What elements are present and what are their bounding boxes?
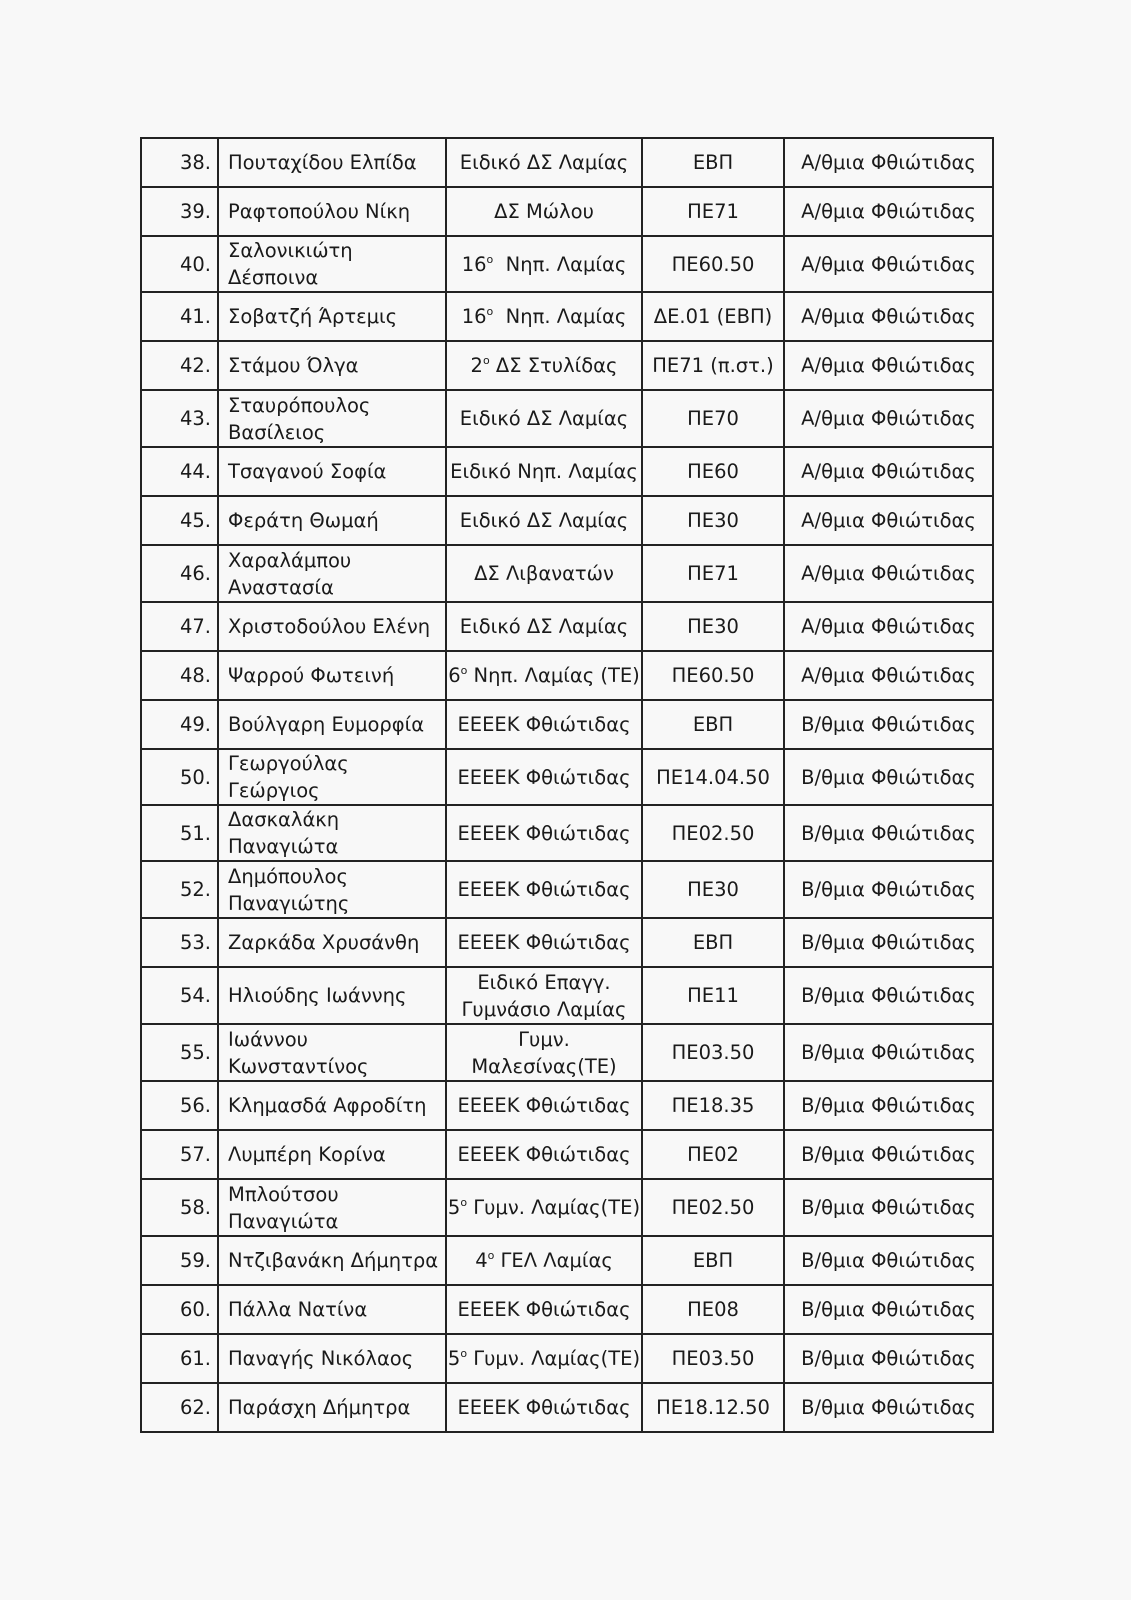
person-name: Ζαρκάδα Χρυσάνθη [218, 918, 446, 967]
school-name-text: 4 [475, 1249, 488, 1272]
school-name [446, 918, 642, 967]
row-number: 42. [141, 341, 218, 390]
school-name [446, 1383, 642, 1432]
directorate: Α/θμια Φθιώτιδας [784, 236, 993, 292]
school-name [446, 861, 642, 918]
row-number: 53. [141, 918, 218, 967]
directorate: Β/θμια Φθιώτιδας [784, 1024, 993, 1081]
specialty-code: ΠΕ30 [642, 861, 784, 918]
school-name [446, 602, 642, 651]
table-row [141, 861, 993, 918]
school-name-rest: Νηπ. Λαμίας [493, 252, 627, 276]
ordinal-superscript: ο [486, 305, 494, 318]
row-number: 45. [141, 496, 218, 545]
row-number: 39. [141, 187, 218, 236]
directorate: Α/θμια Φθιώτιδας [784, 545, 993, 602]
specialty-code: ΠΕ03.50 [642, 1024, 784, 1081]
table-row [141, 967, 993, 1024]
table-row [141, 496, 993, 545]
specialty-code: ΔΕ.01 (ΕΒΠ) [642, 292, 784, 341]
school-name [446, 967, 642, 1024]
ordinal-superscript: ο [482, 354, 490, 367]
ordinal-superscript: ο [486, 252, 494, 266]
row-number: 54. [141, 967, 218, 1024]
school-name-rest: ΔΣ Στυλίδας [489, 354, 618, 377]
staff-table [140, 137, 994, 1433]
person-name: Ψαρρού Φωτεινή [218, 651, 446, 700]
school-name-text: 2 [470, 354, 483, 377]
school-name [446, 1081, 642, 1130]
school-name-text: 5 [447, 1196, 461, 1219]
table-row [141, 1383, 993, 1432]
directorate: Α/θμια Φθιώτιδας [784, 187, 993, 236]
directorate: Β/θμια Φθιώτιδας [784, 1285, 993, 1334]
row-number: 59. [141, 1236, 218, 1285]
person-name: Στάμου Όλγα [218, 341, 446, 390]
school-name-text: ΕΕΕΕΚ Φθιώτιδας [457, 713, 631, 736]
person-name: Ραφτοπούλου Νίκη [218, 187, 446, 236]
directorate: Α/θμια Φθιώτιδας [784, 138, 993, 187]
specialty-code: ΠΕ08 [642, 1285, 784, 1334]
directorate: Β/θμια Φθιώτιδας [784, 805, 993, 861]
person-name: Σταυρόπουλος Βασίλειος [218, 390, 446, 447]
row-number: 48. [141, 651, 218, 700]
person-name: Ιωάννου Κωνσταντίνος [218, 1024, 446, 1081]
table-row [141, 1236, 993, 1285]
person-name: Δημόπουλος Παναγιώτης [218, 861, 446, 918]
table-row [141, 545, 993, 602]
school-name [446, 292, 642, 341]
directorate: Α/θμια Φθιώτιδας [784, 341, 993, 390]
specialty-code: ΕΒΠ [642, 918, 784, 967]
directorate: Α/θμια Φθιώτιδας [784, 602, 993, 651]
ordinal-superscript: ο [460, 1347, 468, 1360]
table-row [141, 1179, 993, 1236]
person-name: Λυμπέρη Κορίνα [218, 1130, 446, 1179]
specialty-code: ΕΒΠ [642, 1236, 784, 1285]
specialty-code: ΠΕ71 (π.στ.) [642, 341, 784, 390]
table-row [141, 447, 993, 496]
person-name: Ηλιούδης Ιωάννης [218, 967, 446, 1024]
school-name [446, 651, 642, 700]
school-name [446, 545, 642, 602]
specialty-code: ΠΕ18.35 [642, 1081, 784, 1130]
table-row [141, 236, 993, 292]
directorate: Α/θμια Φθιώτιδας [784, 651, 993, 700]
row-number: 44. [141, 447, 218, 496]
person-name: Σαλονικιώτη Δέσποινα [218, 236, 446, 292]
table-row [141, 749, 993, 805]
directorate: Α/θμια Φθιώτιδας [784, 292, 993, 341]
person-name: Χριστοδούλου Ελένη [218, 602, 446, 651]
row-number: 56. [141, 1081, 218, 1130]
directorate: Β/θμια Φθιώτιδας [784, 1081, 993, 1130]
person-name: Φεράτη Θωμαή [218, 496, 446, 545]
person-name: Δασκαλάκη Παναγιώτα [218, 805, 446, 861]
table-row [141, 1334, 993, 1383]
row-number: 49. [141, 700, 218, 749]
specialty-code: ΠΕ60.50 [642, 651, 784, 700]
school-name-text: Ειδικό ΔΣ Λαμίας [459, 407, 629, 430]
directorate: Β/θμια Φθιώτιδας [784, 1236, 993, 1285]
table-row [141, 390, 993, 447]
ordinal-superscript: ο [460, 1196, 468, 1209]
ordinal-superscript: ο [487, 1249, 495, 1262]
school-name-rest: Γυμν. Λαμίας(ΤΕ) [467, 1347, 641, 1370]
school-name-text: ΕΕΕΕΚ Φθιώτιδας [457, 1143, 631, 1166]
school-name-text: Ειδικό Επαγγ. Γυμνάσιο Λαμίας [461, 970, 627, 1021]
specialty-code: ΠΕ11 [642, 967, 784, 1024]
directorate: Β/θμια Φθιώτιδας [784, 1334, 993, 1383]
person-name: Μπλούτσου Παναγιώτα [218, 1179, 446, 1236]
directorate: Β/θμια Φθιώτιδας [784, 967, 993, 1024]
person-name: Πάλλα Νατίνα [218, 1285, 446, 1334]
specialty-code: ΠΕ02 [642, 1130, 784, 1179]
school-name-rest: ΓΕΛ Λαμίας [494, 1249, 613, 1272]
school-name [446, 1285, 642, 1334]
school-name-text: 6 [448, 664, 461, 687]
row-number: 50. [141, 749, 218, 805]
directorate: Α/θμια Φθιώτιδας [784, 447, 993, 496]
school-name-text: ΕΕΕΕΚ Φθιώτιδας [457, 821, 631, 845]
row-number: 57. [141, 1130, 218, 1179]
table-row [141, 1081, 993, 1130]
person-name: Ντζιβανάκη Δήμητρα [218, 1236, 446, 1285]
specialty-code: ΠΕ03.50 [642, 1334, 784, 1383]
specialty-code: ΕΒΠ [642, 700, 784, 749]
school-name-text: ΕΕΕΕΚ Φθιώτιδας [457, 878, 631, 901]
table-row [141, 292, 993, 341]
person-name: Τσαγανού Σοφία [218, 447, 446, 496]
school-name [446, 447, 642, 496]
row-number: 43. [141, 390, 218, 447]
person-name: Χαραλάμπου Αναστασία [218, 545, 446, 602]
specialty-code: ΕΒΠ [642, 138, 784, 187]
row-number: 61. [141, 1334, 218, 1383]
directorate: Α/θμια Φθιώτιδας [784, 390, 993, 447]
directorate: Β/θμια Φθιώτιδας [784, 749, 993, 805]
school-name [446, 805, 642, 861]
table-row [141, 1024, 993, 1081]
school-name-text: 16 [461, 252, 487, 276]
specialty-code: ΠΕ60 [642, 447, 784, 496]
person-name: Σοβατζή Άρτεμις [218, 292, 446, 341]
school-name-text: ΔΣ Μώλου [494, 200, 594, 223]
specialty-code: ΠΕ70 [642, 390, 784, 447]
school-name [446, 1334, 642, 1383]
row-number: 40. [141, 236, 218, 292]
person-name: Κλημασδά Αφροδίτη [218, 1081, 446, 1130]
school-name-text: ΕΕΕΕΚ Φθιώτιδας [457, 1094, 631, 1117]
table-row [141, 1130, 993, 1179]
staff-table-body [141, 138, 993, 1432]
school-name [446, 1024, 642, 1081]
table-row [141, 918, 993, 967]
directorate: Β/θμια Φθιώτιδας [784, 700, 993, 749]
table-row [141, 805, 993, 861]
school-name-text: 16 [461, 305, 487, 328]
row-number: 38. [141, 138, 218, 187]
school-name [446, 749, 642, 805]
school-name-text: ΕΕΕΕΚ Φθιώτιδας [457, 931, 631, 954]
directorate: Α/θμια Φθιώτιδας [784, 496, 993, 545]
school-name-text: Γυμν. Μαλεσίνας(ΤΕ) [471, 1027, 617, 1078]
person-name: Παράσχη Δήμητρα [218, 1383, 446, 1432]
school-name [446, 341, 642, 390]
table-row [141, 138, 993, 187]
row-number: 58. [141, 1179, 218, 1236]
school-name-text: Ειδικό ΔΣ Λαμίας [459, 151, 629, 174]
school-name-text: ΕΕΕΕΚ Φθιώτιδας [457, 1298, 631, 1321]
person-name: Πουταχίδου Ελπίδα [218, 138, 446, 187]
row-number: 46. [141, 545, 218, 602]
row-number: 55. [141, 1024, 218, 1081]
school-name [446, 236, 642, 292]
specialty-code: ΠΕ30 [642, 602, 784, 651]
school-name-text: ΕΕΕΕΚ Φθιώτιδας [457, 765, 631, 789]
directorate: Β/θμια Φθιώτιδας [784, 1179, 993, 1236]
directorate: Β/θμια Φθιώτιδας [784, 1130, 993, 1179]
table-row [141, 602, 993, 651]
school-name [446, 138, 642, 187]
directorate: Β/θμια Φθιώτιδας [784, 1383, 993, 1432]
directorate: Β/θμια Φθιώτιδας [784, 918, 993, 967]
person-name: Παναγής Νικόλαος [218, 1334, 446, 1383]
school-name [446, 1179, 642, 1236]
specialty-code: ΠΕ71 [642, 187, 784, 236]
table-row [141, 700, 993, 749]
school-name-text: Ειδικό Νηπ. Λαμίας [450, 460, 638, 483]
specialty-code: ΠΕ14.04.50 [642, 749, 784, 805]
school-name-rest: Νηπ. Λαμίας (ΤΕ) [467, 664, 640, 687]
table-row [141, 651, 993, 700]
school-name [446, 1236, 642, 1285]
specialty-code: ΠΕ02.50 [642, 1179, 784, 1236]
school-name [446, 700, 642, 749]
school-name [446, 390, 642, 447]
specialty-code: ΠΕ30 [642, 496, 784, 545]
table-row [141, 1285, 993, 1334]
specialty-code: ΠΕ60.50 [642, 236, 784, 292]
ordinal-superscript: ο [460, 664, 468, 677]
table-row [141, 341, 993, 390]
person-name: Γεωργούλας Γεώργιος [218, 749, 446, 805]
school-name-text: Ειδικό ΔΣ Λαμίας [459, 509, 629, 532]
specialty-code: ΠΕ18.12.50 [642, 1383, 784, 1432]
school-name-rest: Νηπ. Λαμίας [493, 305, 627, 328]
specialty-code: ΠΕ02.50 [642, 805, 784, 861]
row-number: 47. [141, 602, 218, 651]
school-name [446, 496, 642, 545]
school-name-text: Ειδικό ΔΣ Λαμίας [459, 615, 629, 638]
school-name [446, 187, 642, 236]
row-number: 60. [141, 1285, 218, 1334]
table-row [141, 187, 993, 236]
school-name-text: ΔΣ Λιβανατών [474, 562, 614, 585]
person-name: Βούλγαρη Ευμορφία [218, 700, 446, 749]
row-number: 52. [141, 861, 218, 918]
row-number: 62. [141, 1383, 218, 1432]
school-name-text: ΕΕΕΕΚ Φθιώτιδας [457, 1396, 631, 1419]
row-number: 41. [141, 292, 218, 341]
directorate: Β/θμια Φθιώτιδας [784, 861, 993, 918]
school-name-rest: Γυμν. Λαμίας(ΤΕ) [467, 1196, 641, 1219]
row-number: 51. [141, 805, 218, 861]
school-name-text: 5 [447, 1347, 461, 1370]
school-name [446, 1130, 642, 1179]
specialty-code: ΠΕ71 [642, 545, 784, 602]
